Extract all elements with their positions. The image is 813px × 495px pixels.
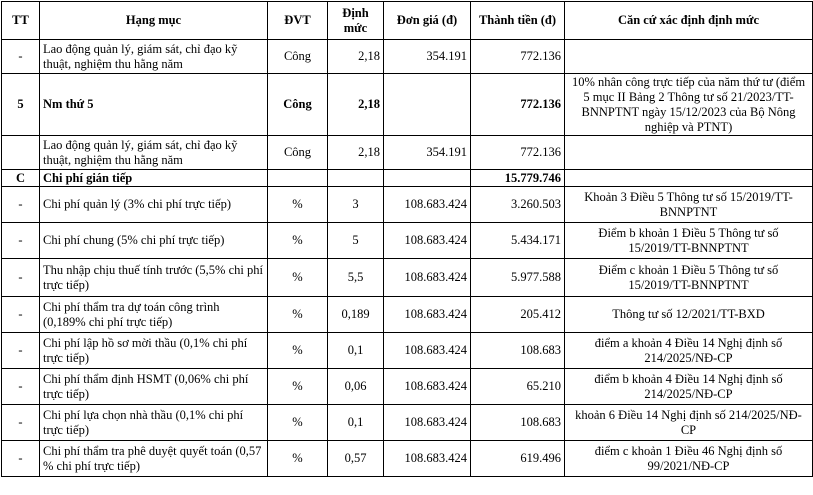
cell-don-gia: [384, 74, 471, 136]
cell-dinh-muc: 0,1: [328, 405, 384, 441]
cell-can-cu: Thông tư số 12/2021/TT-BXD: [565, 297, 813, 333]
header-thanh-tien: Thành tiền (đ): [471, 2, 565, 40]
cell-can-cu: điểm b khoản 4 Điều 14 Nghị định số 214/2025/NĐ-CP: [565, 369, 813, 405]
cell-don-gia: [384, 170, 471, 187]
cell-hang-muc: Chi phí chung (5% chi phí trực tiếp): [40, 223, 268, 259]
cell-hang-muc: Chi phí thẩm tra dự toán công trình (0,189% chi phí trực tiếp): [40, 297, 268, 333]
cell-hang-muc: Chi phí lựa chọn nhà thầu (0,1% chi phí trực tiếp): [40, 405, 268, 441]
cell-don-gia: 108.683.424: [384, 333, 471, 369]
cell-dvt: [268, 170, 328, 187]
cell-thanh-tien: 5.977.588: [471, 259, 565, 297]
cell-thanh-tien: 772.136: [471, 136, 565, 170]
cell-tt: C: [2, 170, 40, 187]
header-don-gia: Đơn giá (đ): [384, 2, 471, 40]
header-row: [2, 2, 813, 40]
cell-tt: -: [2, 297, 40, 333]
cell-tt: [2, 136, 40, 170]
cell-tt: -: [2, 441, 40, 477]
cell-dvt: %: [268, 223, 328, 259]
cell-thanh-tien: 772.136: [471, 74, 565, 136]
table-row: [2, 223, 813, 259]
cell-don-gia: 108.683.424: [384, 259, 471, 297]
cell-thanh-tien: 205.412: [471, 297, 565, 333]
cell-dinh-muc: 5,5: [328, 259, 384, 297]
cell-hang-muc: Lao động quản lý, giám sát, chỉ đạo kỹ thuật, nghiệm thu hằng năm: [40, 40, 268, 74]
cell-tt: -: [2, 259, 40, 297]
cell-dinh-muc: 2,18: [328, 136, 384, 170]
cell-don-gia: 108.683.424: [384, 223, 471, 259]
cell-dvt: %: [268, 405, 328, 441]
cell-hang-muc: Chi phí gián tiếp: [40, 170, 268, 187]
cell-can-cu: Điểm c khoản 1 Điều 5 Thông tư số 15/2019/TT-BNNPTNT: [565, 259, 813, 297]
cell-can-cu: [565, 136, 813, 170]
cell-thanh-tien: 65.210: [471, 369, 565, 405]
cell-don-gia: 108.683.424: [384, 369, 471, 405]
cell-dinh-muc: 2,18: [328, 40, 384, 74]
cell-thanh-tien: 3.260.503: [471, 187, 565, 223]
cell-dinh-muc: 5: [328, 223, 384, 259]
table-row: [2, 136, 813, 170]
cell-dinh-muc: [328, 170, 384, 187]
cell-dinh-muc: 3: [328, 187, 384, 223]
cell-hang-muc: Chi phí thẩm định HSMT (0,06% chi phí trực tiếp): [40, 369, 268, 405]
cell-hang-muc: Chi phí thẩm tra phê duyệt quyết toán (0,57 % chi phí trực tiếp): [40, 441, 268, 477]
cell-dvt: %: [268, 297, 328, 333]
cell-thanh-tien: 772.136: [471, 40, 565, 74]
cell-dvt: Công: [268, 74, 328, 136]
cell-don-gia: 108.683.424: [384, 297, 471, 333]
cell-dvt: %: [268, 259, 328, 297]
table-row: [2, 259, 813, 297]
cell-dinh-muc: 2,18: [328, 74, 384, 136]
cell-dinh-muc: 0,1: [328, 333, 384, 369]
cell-tt: -: [2, 40, 40, 74]
cell-dvt: Công: [268, 40, 328, 74]
cell-dinh-muc: 0,06: [328, 369, 384, 405]
cell-tt: -: [2, 369, 40, 405]
cell-dinh-muc: 0,189: [328, 297, 384, 333]
header-can-cu: Căn cứ xác định định mức: [565, 2, 813, 40]
cell-thanh-tien: 15.779.746: [471, 170, 565, 187]
cell-tt: -: [2, 187, 40, 223]
cell-thanh-tien: 5.434.171: [471, 223, 565, 259]
cell-thanh-tien: 108.683: [471, 333, 565, 369]
cell-can-cu: Khoản 3 Điều 5 Thông tư số 15/2019/TT-BNNPTNT: [565, 187, 813, 223]
cell-hang-muc: Nm thứ 5: [40, 74, 268, 136]
table-row-section: [2, 170, 813, 187]
cell-can-cu: Điểm b khoản 1 Điều 5 Thông tư số 15/2019/TT-BNNPTNT: [565, 223, 813, 259]
table-row: [2, 333, 813, 369]
cell-dinh-muc: 0,57: [328, 441, 384, 477]
cell-tt: -: [2, 223, 40, 259]
cell-dvt: %: [268, 333, 328, 369]
table-row: [2, 369, 813, 405]
header-hang-muc: Hạng mục: [40, 2, 268, 40]
cell-dvt: %: [268, 369, 328, 405]
cell-don-gia: 108.683.424: [384, 405, 471, 441]
cell-dvt: Công: [268, 136, 328, 170]
cell-can-cu: [565, 40, 813, 74]
cell-dvt: %: [268, 187, 328, 223]
table-row: [2, 405, 813, 441]
cell-tt: 5: [2, 74, 40, 136]
cell-can-cu: khoản 6 Điều 14 Nghị định số 214/2025/NĐ-CP: [565, 405, 813, 441]
cell-hang-muc: Thu nhập chịu thuế tính trước (5,5% chi phí trực tiếp): [40, 259, 268, 297]
cell-tt: -: [2, 405, 40, 441]
table-row: [2, 441, 813, 477]
cell-hang-muc: Chi phí lập hồ sơ mời thầu (0,1% chi phí trực tiếp): [40, 333, 268, 369]
cell-don-gia: 354.191: [384, 40, 471, 74]
table-row: [2, 40, 813, 74]
table-row: [2, 74, 813, 136]
cell-can-cu: điểm a khoản 4 Điều 14 Nghị định số 214/2025/NĐ-CP: [565, 333, 813, 369]
cell-tt: -: [2, 333, 40, 369]
cell-can-cu: điểm c khoản 1 Điều 46 Nghị định số 99/2021/NĐ-CP: [565, 441, 813, 477]
cost-table: [1, 1, 813, 477]
cell-don-gia: 354.191: [384, 136, 471, 170]
header-tt: TT: [2, 2, 40, 40]
header-dvt: ĐVT: [268, 2, 328, 40]
cell-can-cu: [565, 170, 813, 187]
cell-don-gia: 108.683.424: [384, 441, 471, 477]
cell-thanh-tien: 108.683: [471, 405, 565, 441]
table-row: [2, 187, 813, 223]
cell-hang-muc: Lao động quản lý, giám sát, chỉ đạo kỹ thuật, nghiệm thu hằng năm: [40, 136, 268, 170]
cell-thanh-tien: 619.496: [471, 441, 565, 477]
cell-hang-muc: Chi phí quản lý (3% chi phí trực tiếp): [40, 187, 268, 223]
cell-dvt: %: [268, 441, 328, 477]
table-row: [2, 297, 813, 333]
header-dinh-muc: Định mức: [328, 2, 384, 40]
cell-can-cu: 10% nhân công trực tiếp của năm thứ tư (điểm 5 mục II Bảng 2 Thông tư số 21/2023/TT-BNNPTNT ngày 15/12/2023 của Bộ Nông nghiệp và PTNT): [565, 74, 813, 136]
cell-don-gia: 108.683.424: [384, 187, 471, 223]
